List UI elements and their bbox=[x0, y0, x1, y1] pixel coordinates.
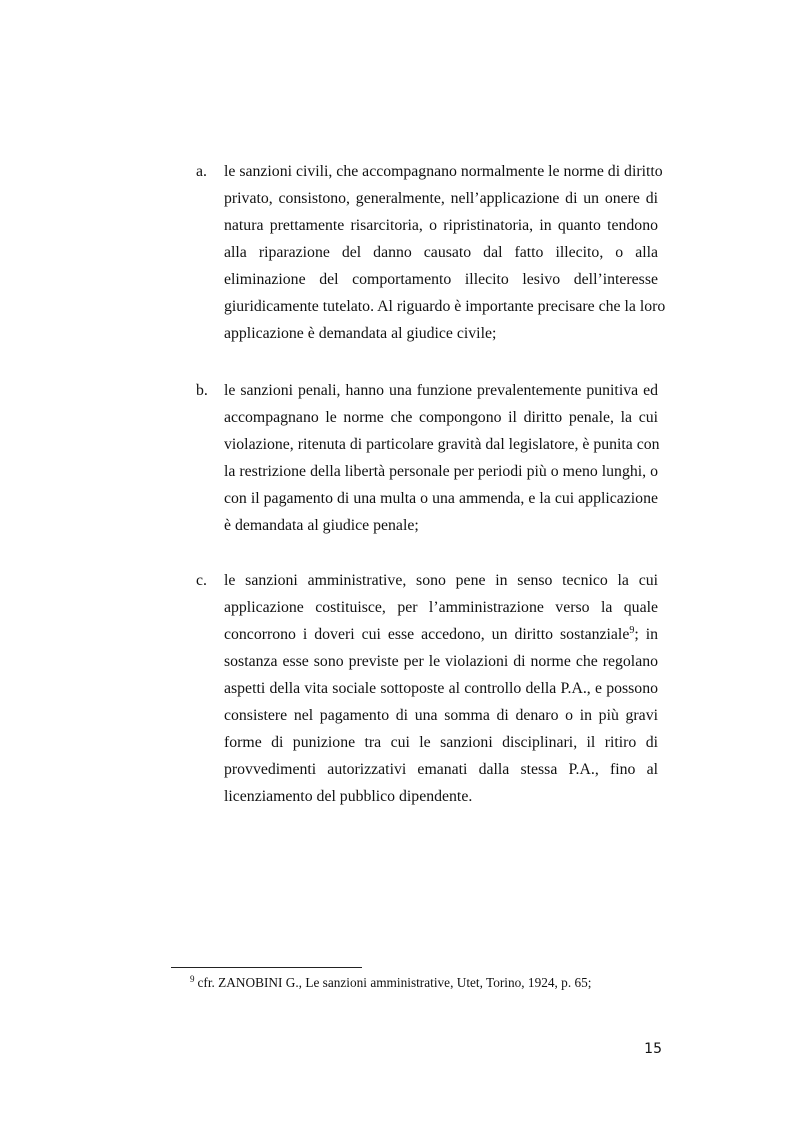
footnote-mark: 9 bbox=[190, 974, 195, 984]
list-marker: a. bbox=[196, 163, 207, 180]
page-number: 15 bbox=[644, 1041, 662, 1057]
text-line: la restrizione della libertà personale per periodi più o meno lunghi, o bbox=[224, 463, 658, 480]
text-line: sostanza esse sono previste per le violazioni di norme che regolano bbox=[224, 653, 658, 670]
text-line: con il pagamento di una multa o una ammenda, e la cui applicazione bbox=[224, 490, 658, 507]
list-marker: c. bbox=[196, 572, 207, 589]
text-line: privato, consistono, generalmente, nell’applicazione di un onere di bbox=[224, 190, 658, 207]
text-line: consistere nel pagamento di una somma di denaro o in più gravi bbox=[224, 707, 658, 724]
text-line: accompagnano le norme che compongono il diritto penale, la cui bbox=[224, 409, 658, 426]
text-line: aspetti della vita sociale sottoposte al controllo della P.A., e possono bbox=[224, 680, 658, 697]
text-line: le sanzioni penali, hanno una funzione prevalentemente punitiva ed bbox=[224, 382, 658, 399]
text-line: applicazione costituisce, per l’amministrazione verso la quale bbox=[224, 599, 658, 616]
text-span: concorrono i doveri cui esse accedono, un diritto sostanziale bbox=[224, 626, 630, 643]
text-line: giuridicamente tutelato. Al riguardo è importante precisare che la loro bbox=[224, 298, 666, 315]
footnote bbox=[190, 975, 591, 991]
text-line: eliminazione del comportamento illecito lesivo dell’interesse bbox=[224, 271, 658, 288]
text-line: è demandata al giudice penale; bbox=[224, 517, 419, 534]
text-line: violazione, ritenuta di particolare gravità dal legislatore, è punita con bbox=[224, 436, 660, 453]
text-line: applicazione è demandata al giudice civile; bbox=[224, 325, 497, 342]
list-marker: b. bbox=[196, 382, 208, 399]
footnote-separator bbox=[171, 967, 362, 968]
text-line-with-footnote-ref bbox=[224, 621, 658, 648]
text-line: licenziamento del pubblico dipendente. bbox=[224, 788, 473, 805]
footnote-text: cfr. ZANOBINI G., Le sanzioni amministrative, Utet, Torino, 1924, p. 65; bbox=[197, 975, 592, 990]
text-line: le sanzioni civili, che accompagnano normalmente le norme di diritto bbox=[224, 163, 663, 180]
text-span: ; in bbox=[634, 626, 658, 643]
footnote-reference[interactable]: 9 bbox=[629, 625, 635, 636]
text-line: natura prettamente risarcitoria, o ripristinatoria, in quanto tendono bbox=[224, 217, 658, 234]
text-line: provvedimenti autorizzativi emanati dalla stessa P.A., fino al bbox=[224, 761, 658, 778]
text-line: forme di punizione tra cui le sanzioni disciplinari, il ritiro di bbox=[224, 734, 658, 751]
text-line: le sanzioni amministrative, sono pene in senso tecnico la cui bbox=[224, 572, 658, 589]
text-line: alla riparazione del danno causato dal fatto illecito, o alla bbox=[224, 244, 658, 261]
